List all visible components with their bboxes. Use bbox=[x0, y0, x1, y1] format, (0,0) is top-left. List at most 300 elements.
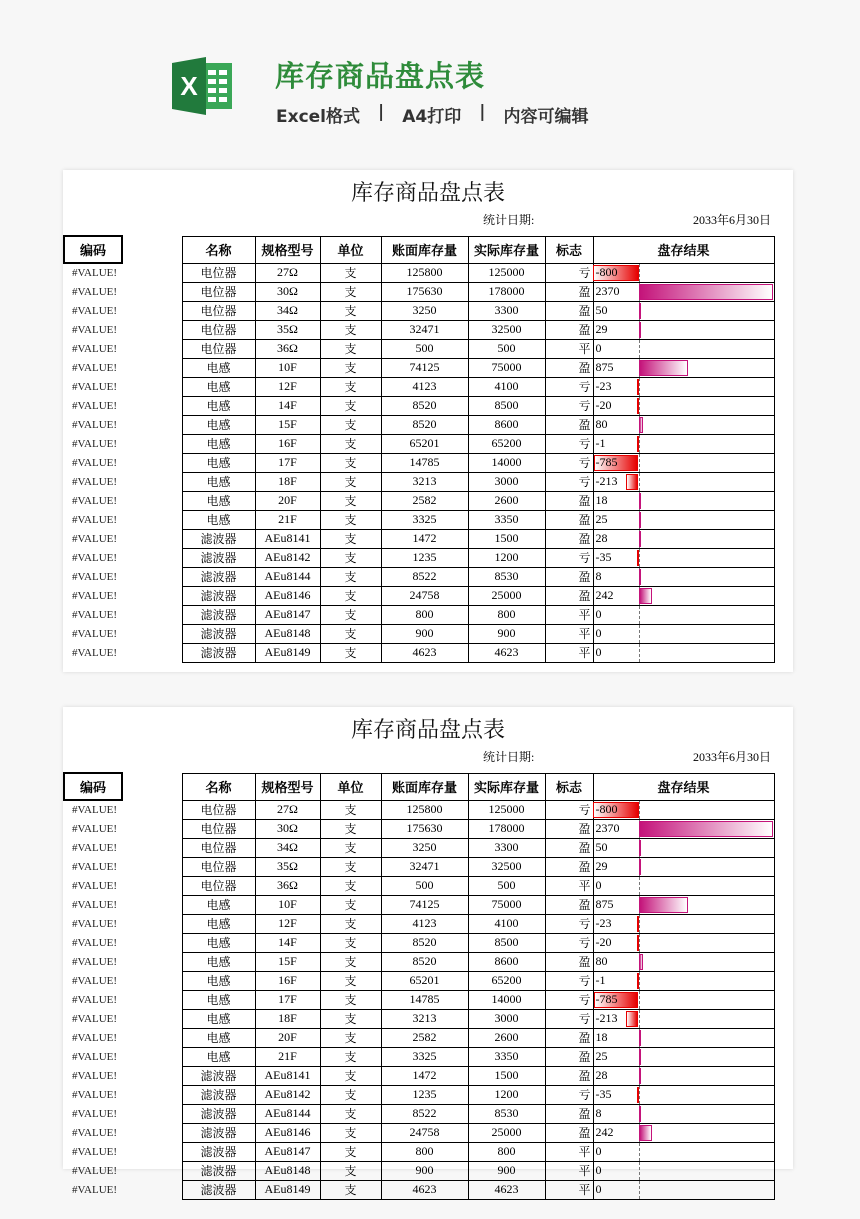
actual-qty-cell: 900 bbox=[468, 1161, 545, 1180]
book-qty-cell: 800 bbox=[381, 1142, 468, 1161]
data-bar bbox=[639, 531, 641, 547]
actual-qty-cell: 8530 bbox=[468, 567, 545, 586]
spec-cell: 14F bbox=[255, 933, 320, 952]
actual-qty-cell: 75000 bbox=[468, 358, 545, 377]
blank-cell bbox=[122, 952, 182, 971]
table-row bbox=[64, 1047, 774, 1066]
flag-cell: 亏 bbox=[545, 453, 593, 472]
table-row bbox=[64, 1085, 774, 1104]
unit-cell: 支 bbox=[320, 1104, 381, 1123]
zero-axis bbox=[639, 1010, 640, 1028]
column-header: 账面库存量 bbox=[381, 236, 468, 263]
result-cell bbox=[593, 472, 774, 491]
spec-cell: 27Ω bbox=[255, 263, 320, 282]
blank-cell bbox=[122, 1142, 182, 1161]
result-value: -20 bbox=[595, 935, 612, 949]
unit-cell: 支 bbox=[320, 339, 381, 358]
unit-cell: 支 bbox=[320, 263, 381, 282]
code-cell: #VALUE! bbox=[72, 285, 118, 298]
book-qty-cell: 900 bbox=[381, 1161, 468, 1180]
flag-cell: 盈 bbox=[545, 1066, 593, 1085]
flag-cell: 亏 bbox=[545, 990, 593, 1009]
blank-cell bbox=[122, 282, 182, 301]
code-cell: #VALUE! bbox=[72, 475, 118, 488]
unit-cell: 支 bbox=[320, 1161, 381, 1180]
blank-cell bbox=[122, 1123, 182, 1142]
unit-cell: 支 bbox=[320, 529, 381, 548]
result-value: 0 bbox=[595, 1144, 602, 1158]
data-bar bbox=[637, 973, 639, 989]
name-cell: 电位器 bbox=[182, 320, 255, 339]
result-cell bbox=[593, 914, 774, 933]
spec-cell: AEu8144 bbox=[255, 567, 320, 586]
table-row bbox=[64, 453, 774, 472]
unit-cell: 支 bbox=[320, 472, 381, 491]
zero-axis bbox=[639, 934, 640, 952]
spec-cell: AEu8146 bbox=[255, 1123, 320, 1142]
book-qty-cell: 2582 bbox=[381, 491, 468, 510]
unit-cell: 支 bbox=[320, 282, 381, 301]
spec-cell: AEu8146 bbox=[255, 586, 320, 605]
blank-cell bbox=[122, 1085, 182, 1104]
actual-qty-cell: 3000 bbox=[468, 472, 545, 491]
spec-cell: 20F bbox=[255, 1028, 320, 1047]
flag-cell: 平 bbox=[545, 1142, 593, 1161]
result-value: 50 bbox=[595, 840, 608, 854]
book-qty-cell: 3213 bbox=[381, 1009, 468, 1028]
actual-qty-cell: 14000 bbox=[468, 990, 545, 1009]
column-header: 单位 bbox=[320, 236, 381, 263]
code-cell: #VALUE! bbox=[72, 513, 118, 526]
result-value: 18 bbox=[595, 1030, 608, 1044]
code-cell: #VALUE! bbox=[72, 646, 118, 659]
flag-cell: 盈 bbox=[545, 529, 593, 548]
name-cell: 电感 bbox=[182, 971, 255, 990]
result-cell bbox=[593, 320, 774, 339]
spec-cell: 17F bbox=[255, 453, 320, 472]
code-cell: #VALUE! bbox=[72, 1069, 118, 1082]
actual-qty-cell: 1500 bbox=[468, 1066, 545, 1085]
spec-cell: 35Ω bbox=[255, 857, 320, 876]
result-cell bbox=[593, 857, 774, 876]
inventory-table bbox=[63, 772, 775, 1200]
data-bar bbox=[639, 512, 641, 528]
zero-axis bbox=[639, 378, 640, 396]
book-qty-cell: 8520 bbox=[381, 396, 468, 415]
book-qty-cell: 125800 bbox=[381, 800, 468, 819]
column-header: 规格型号 bbox=[255, 236, 320, 263]
name-cell: 电感 bbox=[182, 472, 255, 491]
code-cell: #VALUE! bbox=[72, 627, 118, 640]
book-qty-cell: 65201 bbox=[381, 971, 468, 990]
actual-qty-cell: 32500 bbox=[468, 320, 545, 339]
blank-cell bbox=[122, 491, 182, 510]
book-qty-cell: 4623 bbox=[381, 1180, 468, 1199]
unit-cell: 支 bbox=[320, 914, 381, 933]
column-header: 盘存结果 bbox=[593, 773, 774, 800]
book-qty-cell: 32471 bbox=[381, 857, 468, 876]
code-cell: #VALUE! bbox=[72, 822, 118, 835]
book-qty-cell: 1235 bbox=[381, 548, 468, 567]
spec-cell: 21F bbox=[255, 1047, 320, 1066]
inventory-table bbox=[63, 235, 775, 663]
table-row bbox=[64, 933, 774, 952]
book-qty-cell: 4623 bbox=[381, 643, 468, 662]
actual-qty-cell: 125000 bbox=[468, 263, 545, 282]
blank-cell bbox=[122, 605, 182, 624]
table-row bbox=[64, 263, 774, 282]
table-row bbox=[64, 567, 774, 586]
blank-cell bbox=[122, 1028, 182, 1047]
actual-qty-cell: 2600 bbox=[468, 491, 545, 510]
name-cell: 电位器 bbox=[182, 301, 255, 320]
result-value: -35 bbox=[595, 550, 612, 564]
data-bar bbox=[639, 303, 642, 319]
blank-cell bbox=[122, 1180, 182, 1199]
code-cell: #VALUE! bbox=[72, 898, 118, 911]
name-cell: 滤波器 bbox=[182, 1085, 255, 1104]
header-row bbox=[64, 773, 774, 800]
spec-cell: AEu8142 bbox=[255, 548, 320, 567]
code-cell: #VALUE! bbox=[72, 1107, 118, 1120]
code-cell: #VALUE! bbox=[72, 974, 118, 987]
code-cell: #VALUE! bbox=[72, 456, 118, 469]
table-row bbox=[64, 358, 774, 377]
data-bar bbox=[637, 550, 639, 566]
flag-cell: 亏 bbox=[545, 396, 593, 415]
actual-qty-cell: 800 bbox=[468, 1142, 545, 1161]
blank-cell bbox=[122, 643, 182, 662]
data-bar bbox=[639, 840, 642, 856]
table-row bbox=[64, 800, 774, 819]
blank-header bbox=[122, 236, 182, 263]
flag-cell: 亏 bbox=[545, 1009, 593, 1028]
result-value: -785 bbox=[595, 992, 618, 1006]
table-row bbox=[64, 914, 774, 933]
unit-cell: 支 bbox=[320, 624, 381, 643]
zero-axis bbox=[639, 877, 640, 895]
actual-qty-cell: 8500 bbox=[468, 933, 545, 952]
data-bar bbox=[639, 897, 689, 913]
unit-cell: 支 bbox=[320, 1009, 381, 1028]
table-row bbox=[64, 971, 774, 990]
data-bar bbox=[637, 379, 639, 395]
flag-cell: 盈 bbox=[545, 1047, 593, 1066]
name-cell: 电感 bbox=[182, 895, 255, 914]
code-cell: #VALUE! bbox=[72, 399, 118, 412]
data-bar bbox=[639, 1068, 641, 1084]
separator: | bbox=[378, 102, 385, 122]
sheet-title: 库存商品盘点表 bbox=[350, 717, 505, 742]
result-value: 18 bbox=[595, 493, 608, 507]
spec-cell: 21F bbox=[255, 510, 320, 529]
name-cell: 电位器 bbox=[182, 876, 255, 895]
data-bar bbox=[639, 1049, 641, 1065]
code-cell: #VALUE! bbox=[72, 551, 118, 564]
book-qty-cell: 24758 bbox=[381, 586, 468, 605]
name-cell: 滤波器 bbox=[182, 567, 255, 586]
result-cell bbox=[593, 510, 774, 529]
code-cell: #VALUE! bbox=[72, 608, 118, 621]
actual-qty-cell: 1200 bbox=[468, 548, 545, 567]
spec-cell: 20F bbox=[255, 491, 320, 510]
zero-axis bbox=[639, 340, 640, 358]
zero-axis bbox=[639, 435, 640, 453]
result-value: 875 bbox=[595, 897, 614, 911]
spec-cell: 34Ω bbox=[255, 838, 320, 857]
unit-cell: 支 bbox=[320, 548, 381, 567]
actual-qty-cell: 3300 bbox=[468, 838, 545, 857]
book-qty-cell: 74125 bbox=[381, 358, 468, 377]
flag-cell: 平 bbox=[545, 643, 593, 662]
flag-cell: 平 bbox=[545, 339, 593, 358]
spec-cell: AEu8148 bbox=[255, 624, 320, 643]
flag-cell: 盈 bbox=[545, 301, 593, 320]
name-cell: 电感 bbox=[182, 358, 255, 377]
book-qty-cell: 4123 bbox=[381, 914, 468, 933]
book-qty-cell: 500 bbox=[381, 876, 468, 895]
tag-print: A4打印 bbox=[402, 107, 462, 127]
flag-cell: 盈 bbox=[545, 510, 593, 529]
name-cell: 滤波器 bbox=[182, 1142, 255, 1161]
flag-cell: 亏 bbox=[545, 971, 593, 990]
spec-cell: 17F bbox=[255, 990, 320, 1009]
result-cell bbox=[593, 1123, 774, 1142]
column-header: 单位 bbox=[320, 773, 381, 800]
unit-cell: 支 bbox=[320, 605, 381, 624]
flag-cell: 平 bbox=[545, 1180, 593, 1199]
name-cell: 电感 bbox=[182, 990, 255, 1009]
column-header: 账面库存量 bbox=[381, 773, 468, 800]
result-cell bbox=[593, 415, 774, 434]
result-value: 80 bbox=[595, 417, 608, 431]
actual-qty-cell: 8530 bbox=[468, 1104, 545, 1123]
book-qty-cell: 3325 bbox=[381, 1047, 468, 1066]
column-header: 名称 bbox=[182, 236, 255, 263]
result-cell bbox=[593, 952, 774, 971]
table-row bbox=[64, 282, 774, 301]
unit-cell: 支 bbox=[320, 567, 381, 586]
name-cell: 电位器 bbox=[182, 263, 255, 282]
code-cell: #VALUE! bbox=[72, 841, 118, 854]
actual-qty-cell: 125000 bbox=[468, 800, 545, 819]
data-bar bbox=[639, 1106, 641, 1122]
name-cell: 电感 bbox=[182, 1028, 255, 1047]
table-row bbox=[64, 605, 774, 624]
table-row bbox=[64, 1009, 774, 1028]
unit-cell: 支 bbox=[320, 1066, 381, 1085]
actual-qty-cell: 178000 bbox=[468, 819, 545, 838]
spec-cell: AEu8147 bbox=[255, 1142, 320, 1161]
blank-cell bbox=[122, 377, 182, 396]
name-cell: 滤波器 bbox=[182, 1123, 255, 1142]
blank-header bbox=[122, 773, 182, 800]
zero-axis bbox=[639, 454, 640, 472]
separator: | bbox=[479, 102, 486, 122]
name-cell: 电感 bbox=[182, 1047, 255, 1066]
actual-qty-cell: 500 bbox=[468, 339, 545, 358]
result-value: 2370 bbox=[595, 284, 620, 298]
book-qty-cell: 74125 bbox=[381, 895, 468, 914]
actual-qty-cell: 8600 bbox=[468, 952, 545, 971]
data-bar bbox=[637, 398, 639, 414]
result-cell bbox=[593, 1180, 774, 1199]
table-row bbox=[64, 1142, 774, 1161]
blank-cell bbox=[122, 453, 182, 472]
spec-cell: AEu8142 bbox=[255, 1085, 320, 1104]
name-cell: 电感 bbox=[182, 415, 255, 434]
table-row bbox=[64, 838, 774, 857]
book-qty-cell: 8520 bbox=[381, 933, 468, 952]
code-cell: #VALUE! bbox=[72, 917, 118, 930]
table-row bbox=[64, 857, 774, 876]
code-cell: #VALUE! bbox=[72, 361, 118, 374]
spec-cell: AEu8141 bbox=[255, 1066, 320, 1085]
table-row bbox=[64, 548, 774, 567]
flag-cell: 盈 bbox=[545, 857, 593, 876]
result-value: -800 bbox=[595, 265, 618, 279]
name-cell: 电位器 bbox=[182, 800, 255, 819]
result-value: 0 bbox=[595, 878, 602, 892]
actual-qty-cell: 2600 bbox=[468, 1028, 545, 1047]
column-header: 盘存结果 bbox=[593, 236, 774, 263]
unit-cell: 支 bbox=[320, 1085, 381, 1104]
page-title: 库存商品盘点表 bbox=[275, 59, 486, 93]
result-cell bbox=[593, 838, 774, 857]
table-row bbox=[64, 434, 774, 453]
result-value: -800 bbox=[595, 802, 618, 816]
blank-cell bbox=[122, 1104, 182, 1123]
unit-cell: 支 bbox=[320, 1028, 381, 1047]
result-value: 80 bbox=[595, 954, 608, 968]
spec-cell: 15F bbox=[255, 952, 320, 971]
blank-cell bbox=[122, 529, 182, 548]
flag-cell: 盈 bbox=[545, 320, 593, 339]
flag-cell: 亏 bbox=[545, 548, 593, 567]
actual-qty-cell: 4100 bbox=[468, 914, 545, 933]
code-cell: #VALUE! bbox=[72, 323, 118, 336]
result-value: 0 bbox=[595, 341, 602, 355]
actual-qty-cell: 8500 bbox=[468, 396, 545, 415]
actual-qty-cell: 32500 bbox=[468, 857, 545, 876]
book-qty-cell: 8520 bbox=[381, 952, 468, 971]
spec-cell: 16F bbox=[255, 971, 320, 990]
data-bar bbox=[639, 360, 689, 376]
code-cell: #VALUE! bbox=[72, 267, 118, 279]
blank-cell bbox=[122, 1066, 182, 1085]
zero-axis bbox=[639, 473, 640, 491]
actual-qty-cell: 3350 bbox=[468, 510, 545, 529]
actual-qty-cell: 4623 bbox=[468, 643, 545, 662]
result-value: 29 bbox=[595, 859, 608, 873]
blank-cell bbox=[122, 1161, 182, 1180]
code-cell: #VALUE! bbox=[72, 1145, 118, 1158]
zero-axis bbox=[639, 915, 640, 933]
unit-cell: 支 bbox=[320, 952, 381, 971]
book-qty-cell: 8522 bbox=[381, 567, 468, 586]
flag-cell: 亏 bbox=[545, 434, 593, 453]
code-cell: #VALUE! bbox=[72, 342, 118, 355]
unit-cell: 支 bbox=[320, 1142, 381, 1161]
zero-axis bbox=[639, 1143, 640, 1161]
code-cell: #VALUE! bbox=[72, 804, 118, 816]
result-cell bbox=[593, 282, 774, 301]
book-qty-cell: 2582 bbox=[381, 1028, 468, 1047]
flag-cell: 亏 bbox=[545, 377, 593, 396]
book-qty-cell: 3213 bbox=[381, 472, 468, 491]
name-cell: 滤波器 bbox=[182, 605, 255, 624]
result-cell bbox=[593, 643, 774, 662]
spec-cell: 12F bbox=[255, 377, 320, 396]
name-cell: 滤波器 bbox=[182, 1161, 255, 1180]
blank-cell bbox=[122, 434, 182, 453]
result-value: 0 bbox=[595, 626, 602, 640]
table-row bbox=[64, 396, 774, 415]
spec-cell: 18F bbox=[255, 1009, 320, 1028]
table-row bbox=[64, 1104, 774, 1123]
result-value: 50 bbox=[595, 303, 608, 317]
header-row bbox=[64, 236, 774, 263]
spec-cell: 34Ω bbox=[255, 301, 320, 320]
result-value: -20 bbox=[595, 398, 612, 412]
code-cell: #VALUE! bbox=[72, 936, 118, 949]
result-value: 0 bbox=[595, 607, 602, 621]
zero-axis bbox=[639, 801, 640, 819]
unit-cell: 支 bbox=[320, 990, 381, 1009]
spec-cell: 36Ω bbox=[255, 876, 320, 895]
name-cell: 电位器 bbox=[182, 339, 255, 358]
spec-cell: AEu8144 bbox=[255, 1104, 320, 1123]
result-value: 28 bbox=[595, 1068, 608, 1082]
flag-cell: 亏 bbox=[545, 263, 593, 282]
data-bar bbox=[639, 322, 641, 338]
flag-cell: 盈 bbox=[545, 952, 593, 971]
result-value: -1 bbox=[595, 436, 606, 450]
zero-axis bbox=[639, 264, 640, 282]
actual-qty-cell: 3300 bbox=[468, 301, 545, 320]
code-cell: #VALUE! bbox=[72, 955, 118, 968]
flag-cell: 亏 bbox=[545, 800, 593, 819]
name-cell: 滤波器 bbox=[182, 1066, 255, 1085]
column-header: 实际库存量 bbox=[468, 236, 545, 263]
result-cell bbox=[593, 1085, 774, 1104]
flag-cell: 亏 bbox=[545, 914, 593, 933]
result-cell bbox=[593, 1161, 774, 1180]
actual-qty-cell: 3350 bbox=[468, 1047, 545, 1066]
name-cell: 电感 bbox=[182, 914, 255, 933]
name-cell: 滤波器 bbox=[182, 548, 255, 567]
code-cell: #VALUE! bbox=[72, 494, 118, 507]
code-cell: #VALUE! bbox=[72, 993, 118, 1006]
actual-qty-cell: 900 bbox=[468, 624, 545, 643]
result-cell bbox=[593, 453, 774, 472]
date-label: 统计日期: bbox=[483, 213, 535, 227]
name-cell: 滤波器 bbox=[182, 529, 255, 548]
flag-cell: 盈 bbox=[545, 358, 593, 377]
blank-cell bbox=[122, 301, 182, 320]
table-row bbox=[64, 339, 774, 358]
flag-cell: 盈 bbox=[545, 838, 593, 857]
result-cell bbox=[593, 358, 774, 377]
code-cell: #VALUE! bbox=[72, 1164, 118, 1177]
table-row bbox=[64, 952, 774, 971]
flag-cell: 平 bbox=[545, 624, 593, 643]
unit-cell: 支 bbox=[320, 396, 381, 415]
actual-qty-cell: 4623 bbox=[468, 1180, 545, 1199]
table-row bbox=[64, 895, 774, 914]
blank-cell bbox=[122, 510, 182, 529]
zero-axis bbox=[639, 972, 640, 990]
